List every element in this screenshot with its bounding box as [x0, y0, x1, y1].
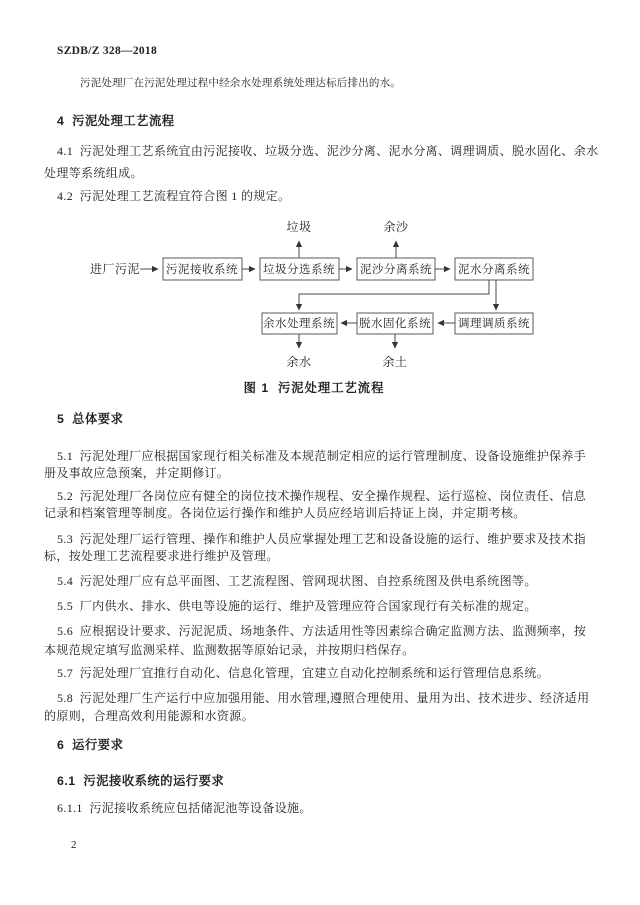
flow-box-sludge-receiving-label: 污泥接收系统: [166, 264, 238, 276]
clause-5-1-line-1: 5.1 污泥处理厂应根据国家现行相关标准及本规范制定相应的运行管理制度、设备设施维护保养手: [57, 449, 587, 463]
clause-5-3-line-1: 5.3 污泥处理厂运行管理、操作和维护人员应掌握处理工艺和设备设施的运行、维护要求及技术指: [57, 532, 587, 546]
clause-5-1-line-2: 册及事故应急预案，并定期修订。: [44, 466, 230, 480]
clause-4-1-line-2: 处理等系统组成。: [44, 166, 143, 180]
intro-paragraph: 污泥处理厂在污泥处理过程中经余水处理系统处理达标后排出的水。: [80, 78, 401, 89]
clause-5-7: 5.7 污泥处理厂宜推行自动化、信息化管理，宜建立自动化控制系统和运行管理信息系统。: [57, 666, 550, 680]
clause-5-6-line-2: 本规范规定填写监测采样、监测数据等原始记录，并按期归档保存。: [44, 643, 415, 657]
flow-output-soil-label: 余土: [382, 355, 408, 369]
clause-4-2: 4.2 污泥处理工艺流程宜符合图 1 的规定。: [57, 189, 291, 203]
section-6-1-heading: 6.1 污泥接收系统的运行要求: [57, 774, 225, 788]
figure1-flowchart: [0, 215, 640, 400]
clause-5-3-line-2: 标，按处理工艺流程要求进行维护及管理。: [44, 549, 279, 563]
clause-4-1-line-1: 4.1 污泥处理工艺系统宜由污泥接收、垃圾分选、泥沙分离、泥水分离、调理调质、脱水固化、余水: [57, 144, 599, 158]
clause-5-2-line-1: 5.2 污泥处理厂各岗位应有健全的岗位技术操作规程、安全操作规程、运行巡检、岗位责任、信息: [57, 489, 587, 503]
figure1-caption: 图 1 污泥处理工艺流程: [243, 381, 385, 395]
arrow-mudwater-to-residual-water: [299, 280, 489, 310]
clause-5-5: 5.5 厂内供水、排水、供电等设施的运行、维护及管理应符合国家现行有关标准的规定。: [57, 599, 537, 613]
clause-5-4: 5.4 污泥处理厂应有总平面图、工艺流程图、管网现状图、自控系统图及供电系统图等。: [57, 574, 537, 588]
page-number: 2: [71, 839, 77, 851]
flow-box-mud-water-separation-label: 泥水分离系统: [458, 264, 530, 276]
flow-box-dewatering-solidification-label: 脱水固化系统: [359, 318, 431, 330]
flow-output-trash-label: 垃圾: [286, 220, 312, 234]
flow-box-residual-water-treatment-label: 余水处理系统: [263, 318, 335, 330]
flow-output-sand-label: 余沙: [383, 220, 409, 234]
clause-5-8-line-2: 的原则，合理高效利用能源和水资源。: [44, 709, 254, 723]
clause-5-8-line-1: 5.8 污泥处理厂生产运行中应加强用能、用水管理,遵照合理使用、量用为出、技术进步、经济适用: [57, 691, 590, 705]
clause-5-6-line-1: 5.6 应根据设计要求、污泥泥质、场地条件、方法适用性等因素综合确定监测方法、监测频率，按: [57, 624, 587, 638]
flow-box-trash-sorting-label: 垃圾分选系统: [263, 264, 335, 276]
flow-input-label: 进厂污泥: [89, 262, 141, 276]
doc-code: SZDB/Z 328—2018: [57, 45, 158, 57]
clause-5-2-line-2: 记录和档案管理等制度。各岗位运行操作和维护人员应经培训后持证上岗，并定期考核。: [44, 506, 526, 520]
clause-6-1-1: 6.1.1 污泥接收系统应包括储泥池等设备设施。: [57, 801, 312, 815]
section-5-heading: 5 总体要求: [57, 412, 124, 426]
section-6-heading: 6 运行要求: [57, 738, 124, 752]
flow-box-conditioning-label: 调理调质系统: [458, 318, 530, 330]
flow-box-sand-separation-label: 泥沙分离系统: [360, 264, 432, 276]
flow-output-water-label: 余水: [286, 355, 312, 369]
section-4-heading: 4 污泥处理工艺流程: [57, 114, 175, 128]
